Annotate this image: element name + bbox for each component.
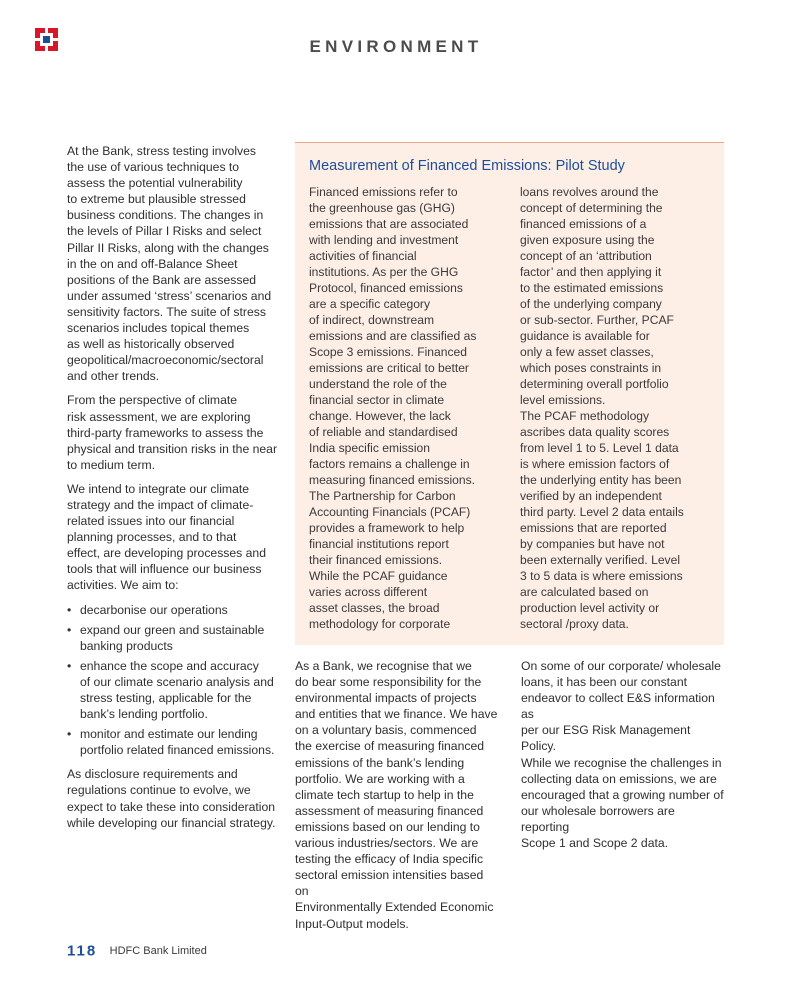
page-footer bbox=[67, 942, 207, 960]
pilot-study-column-1: Financed emissions refer to the greenhouse gas (GHG) emissions that are associated with lending and investment activities of financial institutions. As per the GHG Protocol, financed emissions are a specific category of indirect, downstream emissions and are classified as Scope 3 emissions. Financed emissions are critical to better understand the role of the financial sector in climate change. However, the lack of reliable and standardised India specific emission factors remains a challenge in measuring financed emissions. The Partnership for Carbon Accounting Financials (PCAF) provides a framework to help financial institutions report their financed emissions. While the PCAF guidance varies across different asset classes, the broad methodology for corporate bbox=[309, 185, 477, 631]
pilot-study-title: Measurement of Financed Emissions: Pilot Study bbox=[309, 158, 625, 174]
left-column bbox=[67, 143, 277, 839]
right-column bbox=[521, 658, 726, 859]
section-title: ENVIRONMENT bbox=[309, 37, 483, 56]
list-item: • decarbonise our operations bbox=[67, 602, 277, 618]
wholesale-loans-paragraph: On some of our corporate/ wholesale loans, it has been our constant endeavor to collect E&S information as per our ESG Risk Management Policy. While we recognise the challenges in collecting data on emissions, we are encouraged that a growing number of our wholesale borrowers are reporting Scope 1 and Scope 2 data. bbox=[521, 659, 724, 851]
climate-strategy-paragraph: We intend to integrate our climate strategy and the impact of climate- related issues into our financial planning processes, and to that effect, are developing processes and tools that will influence our business activities. We aim to: bbox=[67, 481, 266, 593]
list-item: • expand our green and sustainable banking products bbox=[67, 622, 277, 654]
responsibility-paragraph: As a Bank, we recognise that we do bear some responsibility for the environmental impacts of projects and entities that we finance. We have on a voluntary basis, commenced the exercise of measuring financed emissions of the bank’s lending portfolio. We are working with a climate tech startup to help in the assessment of measuring financed emissions based on our lending to various industries/sectors. We are testing the efficacy of India specific sectoral emission intensities based on Environmentally Extended Economic Input-Output models. bbox=[295, 659, 498, 931]
list-item: • monitor and estimate our lending portfolio related financed emissions. bbox=[67, 726, 277, 758]
pilot-study-box bbox=[295, 142, 724, 645]
pilot-study-column-2: loans revolves around the concept of determining the financed emissions of a given exposure using the concept of an ‘attribution factor’ and then applying it to the estimated emissions of the underlying company or sub-sector. Further, PCAF guidance is available for only a few asset classes, which poses constraints in determining overall portfolio level emissions. The PCAF methodology ascribes data quality scores from level 1 to 5. Level 1 data is where emission factors of the underlying entity has been verified by an independent third party. Level 2 data entails emissions that are reported by companies but have not been externally verified. Level 3 to 5 data is where emissions are calculated based on production level activity or sectoral /proxy data. bbox=[520, 185, 684, 631]
middle-column bbox=[295, 658, 500, 940]
page-number: 118 bbox=[67, 942, 98, 960]
climate-risk-paragraph: From the perspective of climate risk assessment, we are exploring third-party frameworks to assess the physical and transition risks in the near to medium term. bbox=[67, 393, 278, 472]
company-name: HDFC Bank Limited bbox=[109, 944, 207, 957]
stress-testing-paragraph: At the Bank, stress testing involves the use of various techniques to assess the potential vulnerability to extreme but plausible stressed business conditions. The changes in the levels of Pillar I Risks and select Pillar II Risks, along with the changes in the on and off-Balance Sheet positions of the Bank are assessed under assumed ‘stress’ scenarios and sensitivity factors. The suite of stress scenarios includes topical themes as well as historically observed geopolitical/macroeconomic/sectoral and other trends. bbox=[67, 144, 272, 384]
disclosure-paragraph: As disclosure requirements and regulations continue to evolve, we expect to take these into consideration while developing our financial strategy. bbox=[67, 767, 276, 830]
list-item: • enhance the scope and accuracy of our climate scenario analysis and stress testing, applicable for the bank’s lending portfolio. bbox=[67, 658, 277, 722]
aims-list bbox=[67, 602, 277, 759]
